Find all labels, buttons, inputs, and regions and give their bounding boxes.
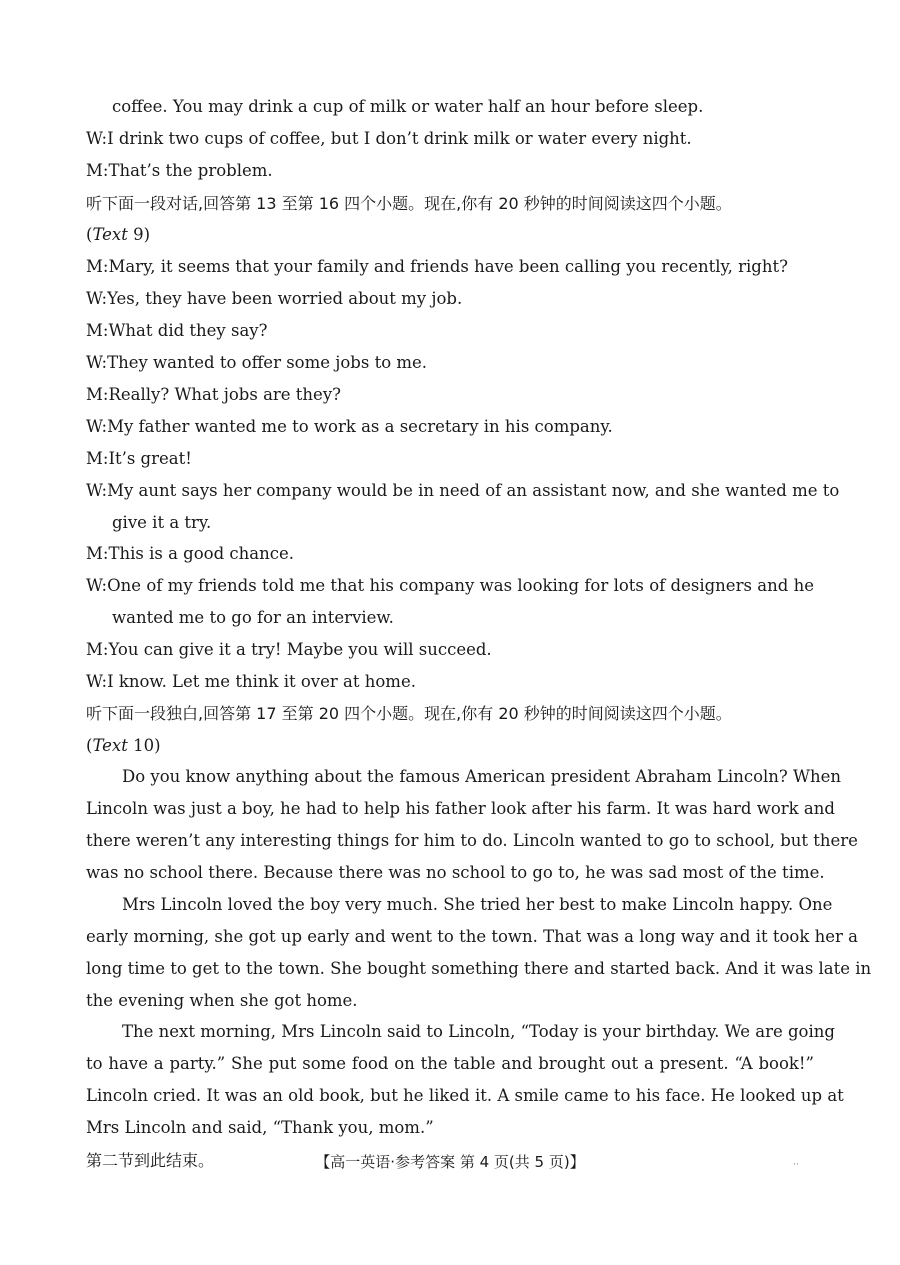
section-instruction: 听下面一段对话,回答第 13 至第 16 四个小题。现在,你有 20 秒钟的时间阅读这四个小题。 (86, 194, 732, 213)
monologue-line: Mrs Lincoln loved the boy very much. She tried her best to make Lincoln happy. One (122, 895, 833, 914)
section-instruction: 听下面一段独白,回答第 17 至第 20 四个小题。现在,你有 20 秒钟的时间阅读这四个小题。 (86, 704, 732, 723)
monologue-line: there weren’t any interesting things for him to do. Lincoln wanted to go to school, but there (86, 831, 858, 850)
monologue-line: Lincoln cried. It was an old book, but he liked it. A smile came to his face. He looked up at (86, 1086, 844, 1105)
text-label-number: 10) (133, 736, 161, 755)
dialogue-line: M:Really? What jobs are they? (86, 385, 341, 404)
text-label: (Text 10) (86, 736, 161, 755)
dialogue-line: W:My father wanted me to work as a secretary in his company. (86, 417, 613, 436)
text-line: coffee. You may drink a cup of milk or water half an hour before sleep. (112, 97, 704, 116)
dialogue-line: W:They wanted to offer some jobs to me. (86, 353, 428, 372)
text-label-word: Text (92, 225, 128, 244)
monologue-line: Do you know anything about the famous American president Abraham Lincoln? When (122, 767, 841, 786)
text-label: (Text 9) (86, 225, 151, 244)
dialogue-line: W:I know. Let me think it over at home. (86, 672, 416, 691)
monologue-line: early morning, she got up early and went to the town. That was a long way and it took her a (86, 927, 858, 946)
monologue-line: The next morning, Mrs Lincoln said to Lincoln, “Today is your birthday. We are going (122, 1022, 835, 1041)
text-line: W:I drink two cups of coffee, but I don’t drink milk or water every night. (86, 129, 692, 148)
monologue-line: long time to get to the town. She bought something there and started back. And it was late in (86, 959, 872, 978)
dialogue-line-continued: wanted me to go for an interview. (112, 608, 394, 627)
dialogue-line: M:This is a good chance. (86, 544, 294, 563)
monologue-line: the evening when she got home. (86, 991, 358, 1010)
monologue-line: was no school there. Because there was no school to go to, he was sad most of the time. (86, 863, 825, 882)
monologue-line: to have a party.” She put some food on the table and brought out a present. “A book!” (86, 1054, 814, 1073)
dialogue-line-continued: give it a try. (112, 513, 212, 532)
dialogue-line: M:What did they say? (86, 321, 268, 340)
corner-mark: ·· (793, 1160, 799, 1170)
dialogue-line: M:You can give it a try! Maybe you will succeed. (86, 640, 492, 659)
text-label-word: Text (92, 736, 128, 755)
text-label-number: 9) (133, 225, 151, 244)
dialogue-line: W:My aunt says her company would be in need of an assistant now, and she wanted me to (86, 481, 840, 500)
page-footer: 【高一英语·参考答案 第 4 页(共 5 页)】 (315, 1153, 585, 1171)
dialogue-line: W:One of my friends told me that his company was looking for lots of designers and he (86, 576, 814, 595)
monologue-line: Lincoln was just a boy, he had to help his father look after his farm. It was hard work and (86, 799, 835, 818)
section-end-note: 第二节到此结束。 (86, 1151, 215, 1170)
dialogue-line: M:Mary, it seems that your family and friends have been calling you recently, right? (86, 257, 788, 276)
monologue-line: Mrs Lincoln and said, “Thank you, mom.” (86, 1118, 434, 1137)
dialogue-line: W:Yes, they have been worried about my job. (86, 289, 463, 308)
text-line: M:That’s the problem. (86, 161, 273, 180)
dialogue-line: M:It’s great! (86, 449, 192, 468)
